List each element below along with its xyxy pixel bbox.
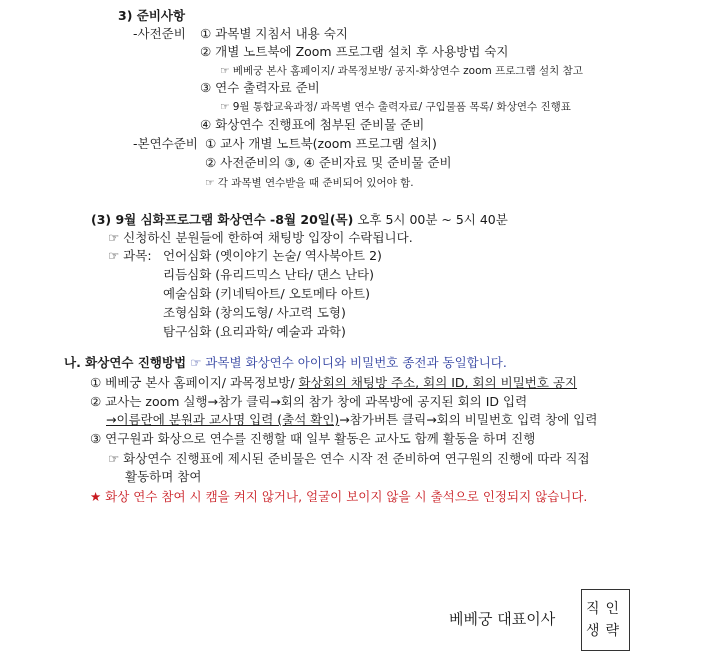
prep-heading: 3) 준비사항 xyxy=(118,8,186,23)
main-item-1: ① 교사 개별 노트북(zoom 프로그램 설치) xyxy=(205,136,437,151)
subject-item: 탐구심화 (요리과학/ 예술과 과학) xyxy=(163,324,346,339)
method-heading: 나. 화상연수 진행방법 xyxy=(64,355,187,370)
method-item-1-underlined: 화상회의 채팅방 주소, 회의 ID, 회의 비밀번호 공지 xyxy=(298,375,578,390)
method-item-2-cont xyxy=(106,412,597,428)
method-heading-note: ☞ 과목별 화상연수 아이디와 비밀번호 종전과 동일합니다. xyxy=(186,355,507,370)
session-note-1: ☞ 신청하신 분원들에 한하여 채팅방 입장이 수락됩니다. xyxy=(108,230,413,245)
ceo-signature: 베베궁 대표이사 xyxy=(449,610,556,628)
subject-item: 조형심화 (창의도형/ 사고력 도형) xyxy=(163,305,346,320)
pre-item-3-note: ☞ 9월 통합교육과정/ 과목별 연수 출력자료/ 구입물품 목록/ 화상연수 진행표 xyxy=(220,101,571,113)
method-item-2-underlined: →이름란에 분원과 교사명 입력 (출석 확인) xyxy=(106,412,340,427)
subject-item: 언어심화 (옛이야기 논술/ 역사북아트 2) xyxy=(163,248,382,263)
main-label: -본연수준비 xyxy=(133,136,198,151)
pre-item-2: ② 개별 노트북에 Zoom 프로그램 설치 후 사용방법 숙지 xyxy=(200,44,509,59)
seal-line-1: 직인 xyxy=(585,601,626,617)
method-item-1 xyxy=(90,375,577,391)
main-item-2: ② 사전준비의 ③, ④ 준비자료 및 준비물 준비 xyxy=(205,155,452,170)
method-item-3-note-cont: 활동하며 참여 xyxy=(125,469,202,484)
pre-item-2-note: ☞ 베베궁 본사 홈페이지/ 과목정보방/ 공지-화상연수 zoom 프로그램 설치 참고 xyxy=(220,65,583,77)
method-item-2-rest: →참가버튼 클릭→회의 비밀번호 입력 창에 입력 xyxy=(339,412,598,427)
session-time: 오후 5시 00분 ~ 5시 40분 xyxy=(353,212,508,227)
subjects-prefix: ☞ 과목: xyxy=(108,248,152,263)
main-note: ☞ 각 과목별 연수받을 때 준비되어 있어야 함. xyxy=(205,177,414,189)
subject-item: 예술심화 (키네틱아트/ 오토메타 아트) xyxy=(163,286,371,301)
method-item-3-note: ☞ 화상연수 진행표에 제시된 준비물은 연수 시작 전 준비하여 연구원의 진행에 따라 직접 xyxy=(108,451,590,466)
session-title xyxy=(91,212,508,228)
seal-omitted-box xyxy=(581,589,630,651)
pre-label: -사전준비 xyxy=(133,26,186,41)
pre-item-3: ③ 연수 출력자료 준비 xyxy=(200,80,320,95)
session-title-main: (3) 9월 심화프로그램 화상연수 -8월 20일(목) xyxy=(91,212,354,227)
method-item-2: ② 교사는 zoom 실행→참가 클릭→회의 참가 창에 과목방에 공지된 회의 ID 입력 xyxy=(90,394,528,409)
method-item-1-prefix: ① 베베궁 본사 홈페이지/ 과목정보방/ xyxy=(90,375,299,390)
attendance-warning: ★ 화상 연수 참여 시 캠을 켜지 않거나, 얼굴이 보이지 않을 시 출석으로 인정되지 않습니다. xyxy=(90,489,588,504)
seal-line-2: 생략 xyxy=(585,623,626,639)
method-item-3: ③ 연구원과 화상으로 연수를 진행할 때 일부 활동은 교사도 함께 활동을 하며 진행 xyxy=(90,431,536,446)
pre-item-4: ④ 화상연수 진행표에 첨부된 준비물 준비 xyxy=(200,117,425,132)
method-heading-line xyxy=(64,355,507,371)
pre-item-1: ① 과목별 지침서 내용 숙지 xyxy=(200,26,348,41)
subject-item: 리듬심화 (유리드믹스 난타/ 댄스 난타) xyxy=(163,267,374,282)
